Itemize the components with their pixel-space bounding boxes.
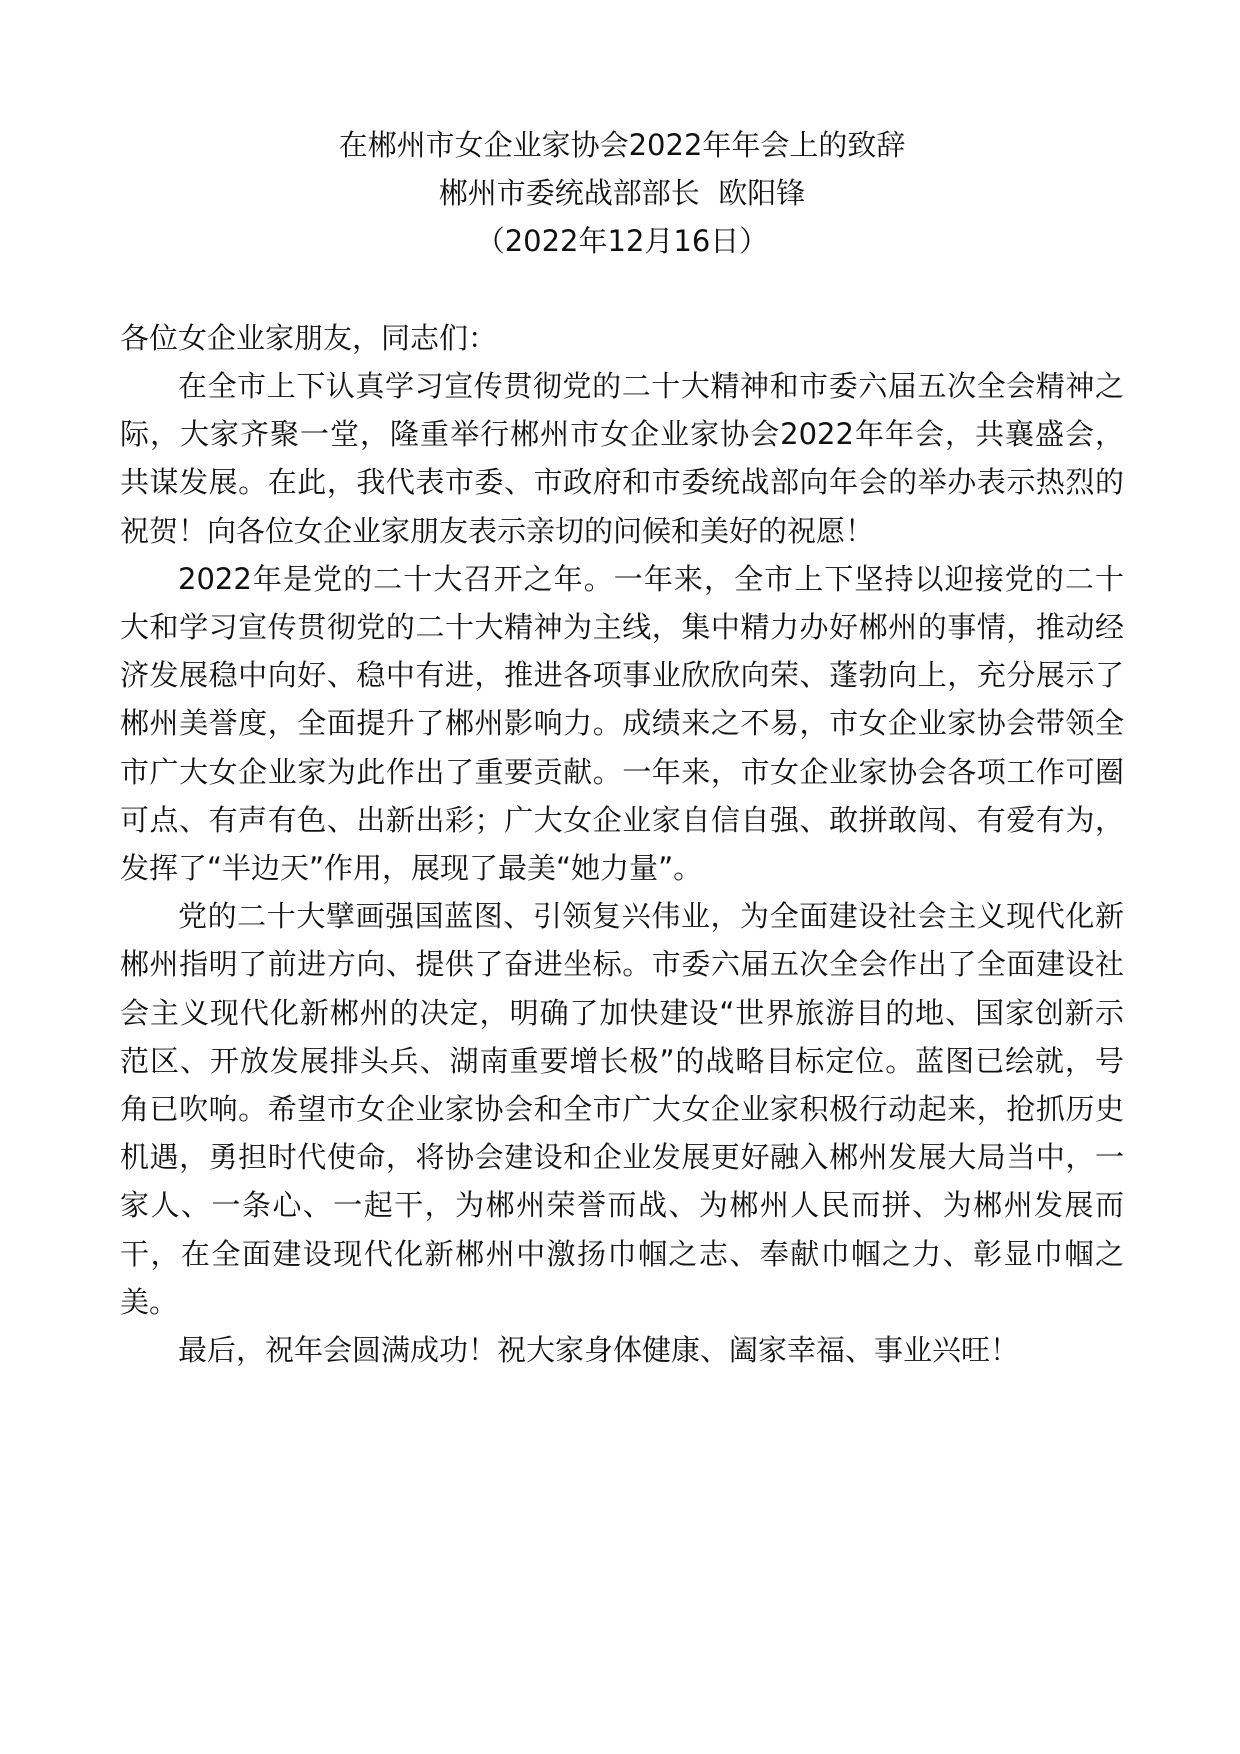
paragraph-line: 发挥了“半边天”作用，展现了最美“她力量”。 <box>120 851 703 886</box>
document-author: 郴州市委统战部部长 欧阳锋 <box>438 176 806 211</box>
paragraph-line: 2022年是党的二十大召开之年。一年来，全市上下坚持以迎接党的二十 <box>178 561 1124 596</box>
document-page <box>120 121 1124 1374</box>
document-date: （2022年12月16日） <box>475 224 769 259</box>
paragraph-line: 角已吹响。希望市女企业家协会和全市广大女企业家积极行动起来，抢抓历史 <box>120 1092 1124 1127</box>
paragraph-line: 祝贺！向各位女企业家朋友表示亲切的问候和美好的祝愿！ <box>120 513 875 548</box>
paragraph-line: 共谋发展。在此，我代表市委、市政府和市委统战部向年会的举办表示热烈的 <box>120 465 1124 500</box>
paragraph-line: 会主义现代化新郴州的决定，明确了加快建设“世界旅游目的地、国家创新示 <box>120 995 1124 1030</box>
paragraph-line: 市广大女企业家为此作出了重要贡献。一年来，市女企业家协会各项工作可圈 <box>120 754 1124 789</box>
paragraph-line: 际，大家齐聚一堂，隆重举行郴州市女企业家协会2022年年会，共襄盛会， <box>120 417 1124 452</box>
paragraph-line: 干，在全面建设现代化新郴州中激扬巾帼之志、奉献巾帼之力、彰显巾帼之 <box>120 1236 1124 1271</box>
paragraph-line: 大和学习宣传贯彻党的二十大精神为主线，集中精力办好郴州的事情，推动经 <box>120 610 1124 645</box>
paragraph-line: 在全市上下认真学习宣传贯彻党的二十大精神和市委六届五次全会精神之 <box>178 369 1124 403</box>
paragraph-line: 机遇，勇担时代使命，将协会建设和企业发展更好融入郴州发展大局当中，一 <box>120 1140 1124 1175</box>
paragraph-3 <box>120 892 1124 1326</box>
paragraph-1 <box>120 362 1124 555</box>
paragraph-line: 济发展稳中向好、稳中有进，推进各项事业欣欣向荣、蓬勃向上，充分展示了 <box>120 658 1124 693</box>
document-title: 在郴州市女企业家协会2022年年会上的致辞 <box>338 128 906 162</box>
paragraph-2 <box>120 555 1124 892</box>
blank-line <box>120 266 1124 314</box>
salutation: 各位女企业家朋友，同志们： <box>120 320 498 355</box>
paragraph-4 <box>120 1326 1124 1374</box>
paragraph-line: 郴州指明了前进方向、提供了奋进坐标。市委六届五次全会作出了全面建设社 <box>120 947 1124 982</box>
paragraph-line: 美。 <box>120 1284 179 1319</box>
paragraph-line: 最后，祝年会圆满成功！祝大家身体健康、阖家幸福、事业兴旺！ <box>178 1333 1020 1368</box>
paragraph-line: 范区、开放发展排头兵、湖南重要增长极”的战略目标定位。蓝图已绘就，号 <box>120 1043 1124 1078</box>
paragraph-line: 郴州美誉度，全面提升了郴州影响力。成绩来之不易，市女企业家协会带领全 <box>120 706 1124 741</box>
paragraph-line: 家人、一条心、一起干，为郴州荣誉而战、为郴州人民而拼、为郴州发展而 <box>120 1188 1124 1223</box>
paragraph-line: 可点、有声有色、出新出彩；广大女企业家自信自强、敢拼敢闯、有爱有为， <box>120 802 1124 837</box>
paragraph-line: 党的二十大擘画强国蓝图、引领复兴伟业，为全面建设社会主义现代化新 <box>178 899 1124 934</box>
